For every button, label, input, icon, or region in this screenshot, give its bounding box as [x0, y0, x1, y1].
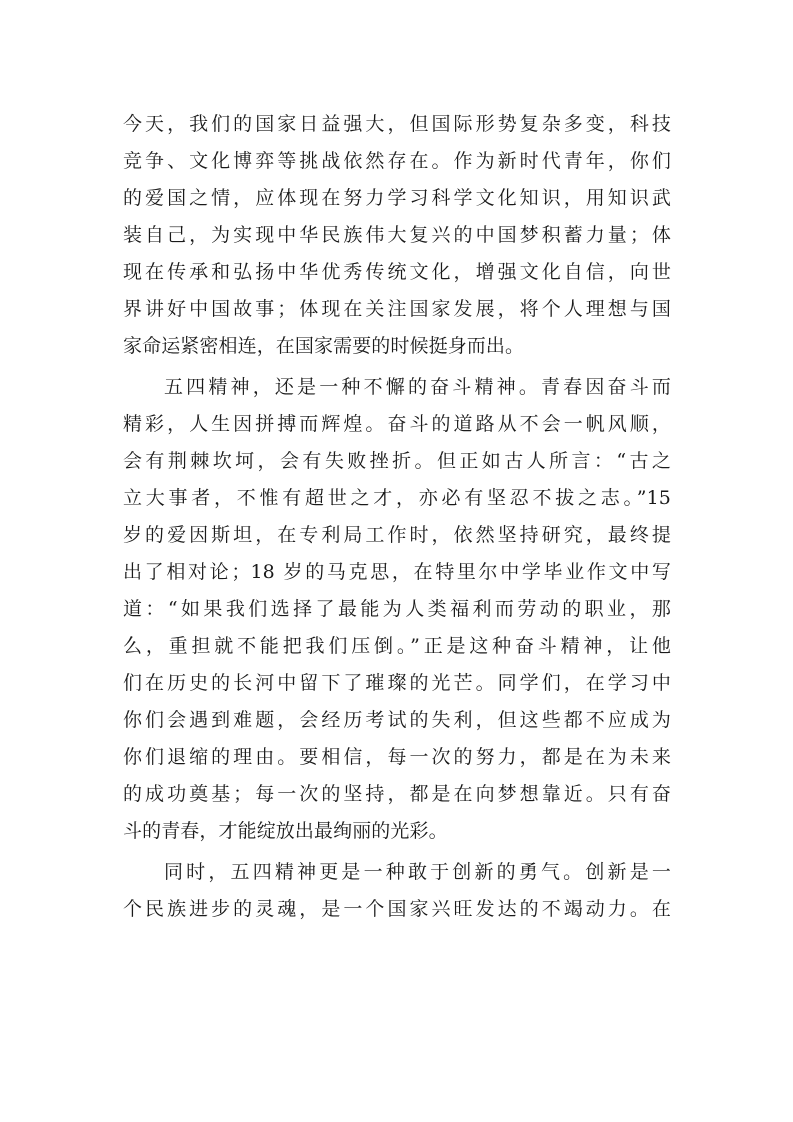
text-line: 五四精神，还是一种不懈的奋斗精神。青春因奋斗而 — [164, 376, 671, 398]
paragraph-1 — [123, 106, 671, 365]
text-line: 的成功奠基；每一次的坚持，都是在向梦想靠近。只有奋 — [123, 783, 671, 805]
text-line: 界讲好中国故事；体现在关注国家发展，将个人理想与国 — [123, 298, 671, 320]
text-line: 岁的爱因斯坦，在专利局工作时，依然坚持研究，最终提 — [123, 524, 671, 546]
text-line: 同时，五四精神更是一种敢于创新的勇气。创新是一 — [164, 861, 671, 883]
text-line: 个民族进步的灵魂，是一个国家兴旺发达的不竭动力。在 — [123, 898, 671, 920]
text-line: 么，重担就不能把我们压倒。”正是这种奋斗精神，让他 — [123, 635, 671, 657]
text-line: 你们退缩的理由。要相信，每一次的努力，都是在为未来 — [123, 746, 671, 768]
document-body — [123, 106, 671, 928]
text-line: 竞争、文化博弈等挑战依然存在。作为新时代青年，你们 — [123, 150, 671, 172]
text-line: 你们会遇到难题，会经历考试的失利，但这些都不应成为 — [123, 709, 671, 731]
text-line: 立大事者，不惟有超世之才，亦必有坚忍不拔之志。”15 — [123, 487, 671, 509]
text-line: 出了相对论；18 岁的马克思，在特里尔中学毕业作文中写 — [123, 561, 671, 583]
text-line: 家命运紧密相连，在国家需要的时候挺身而出。 — [123, 335, 525, 357]
text-line: 的爱国之情，应体现在努力学习科学文化知识，用知识武 — [123, 187, 671, 209]
text-line: 们在历史的长河中留下了璀璨的光芒。同学们，在学习中 — [123, 672, 671, 694]
text-line: 精彩，人生因拼搏而辉煌。奋斗的道路从不会一帆风顺， — [123, 413, 671, 435]
text-line: 现在传承和弘扬中华优秀传统文化，增强文化自信，向世 — [123, 261, 671, 283]
text-line: 会有荆棘坎坷，会有失败挫折。但正如古人所言：“古之 — [123, 450, 671, 472]
paragraph-2 — [123, 369, 671, 850]
text-line: 道：“如果我们选择了最能为人类福利而劳动的职业，那 — [123, 598, 671, 620]
text-line: 今天，我们的国家日益强大，但国际形势复杂多变，科技 — [123, 113, 671, 135]
text-line: 斗的青春，才能绽放出最绚丽的光彩。 — [123, 820, 448, 842]
paragraph-3 — [123, 854, 671, 928]
text-line: 装自己，为实现中华民族伟大复兴的中国梦积蓄力量；体 — [123, 224, 671, 246]
